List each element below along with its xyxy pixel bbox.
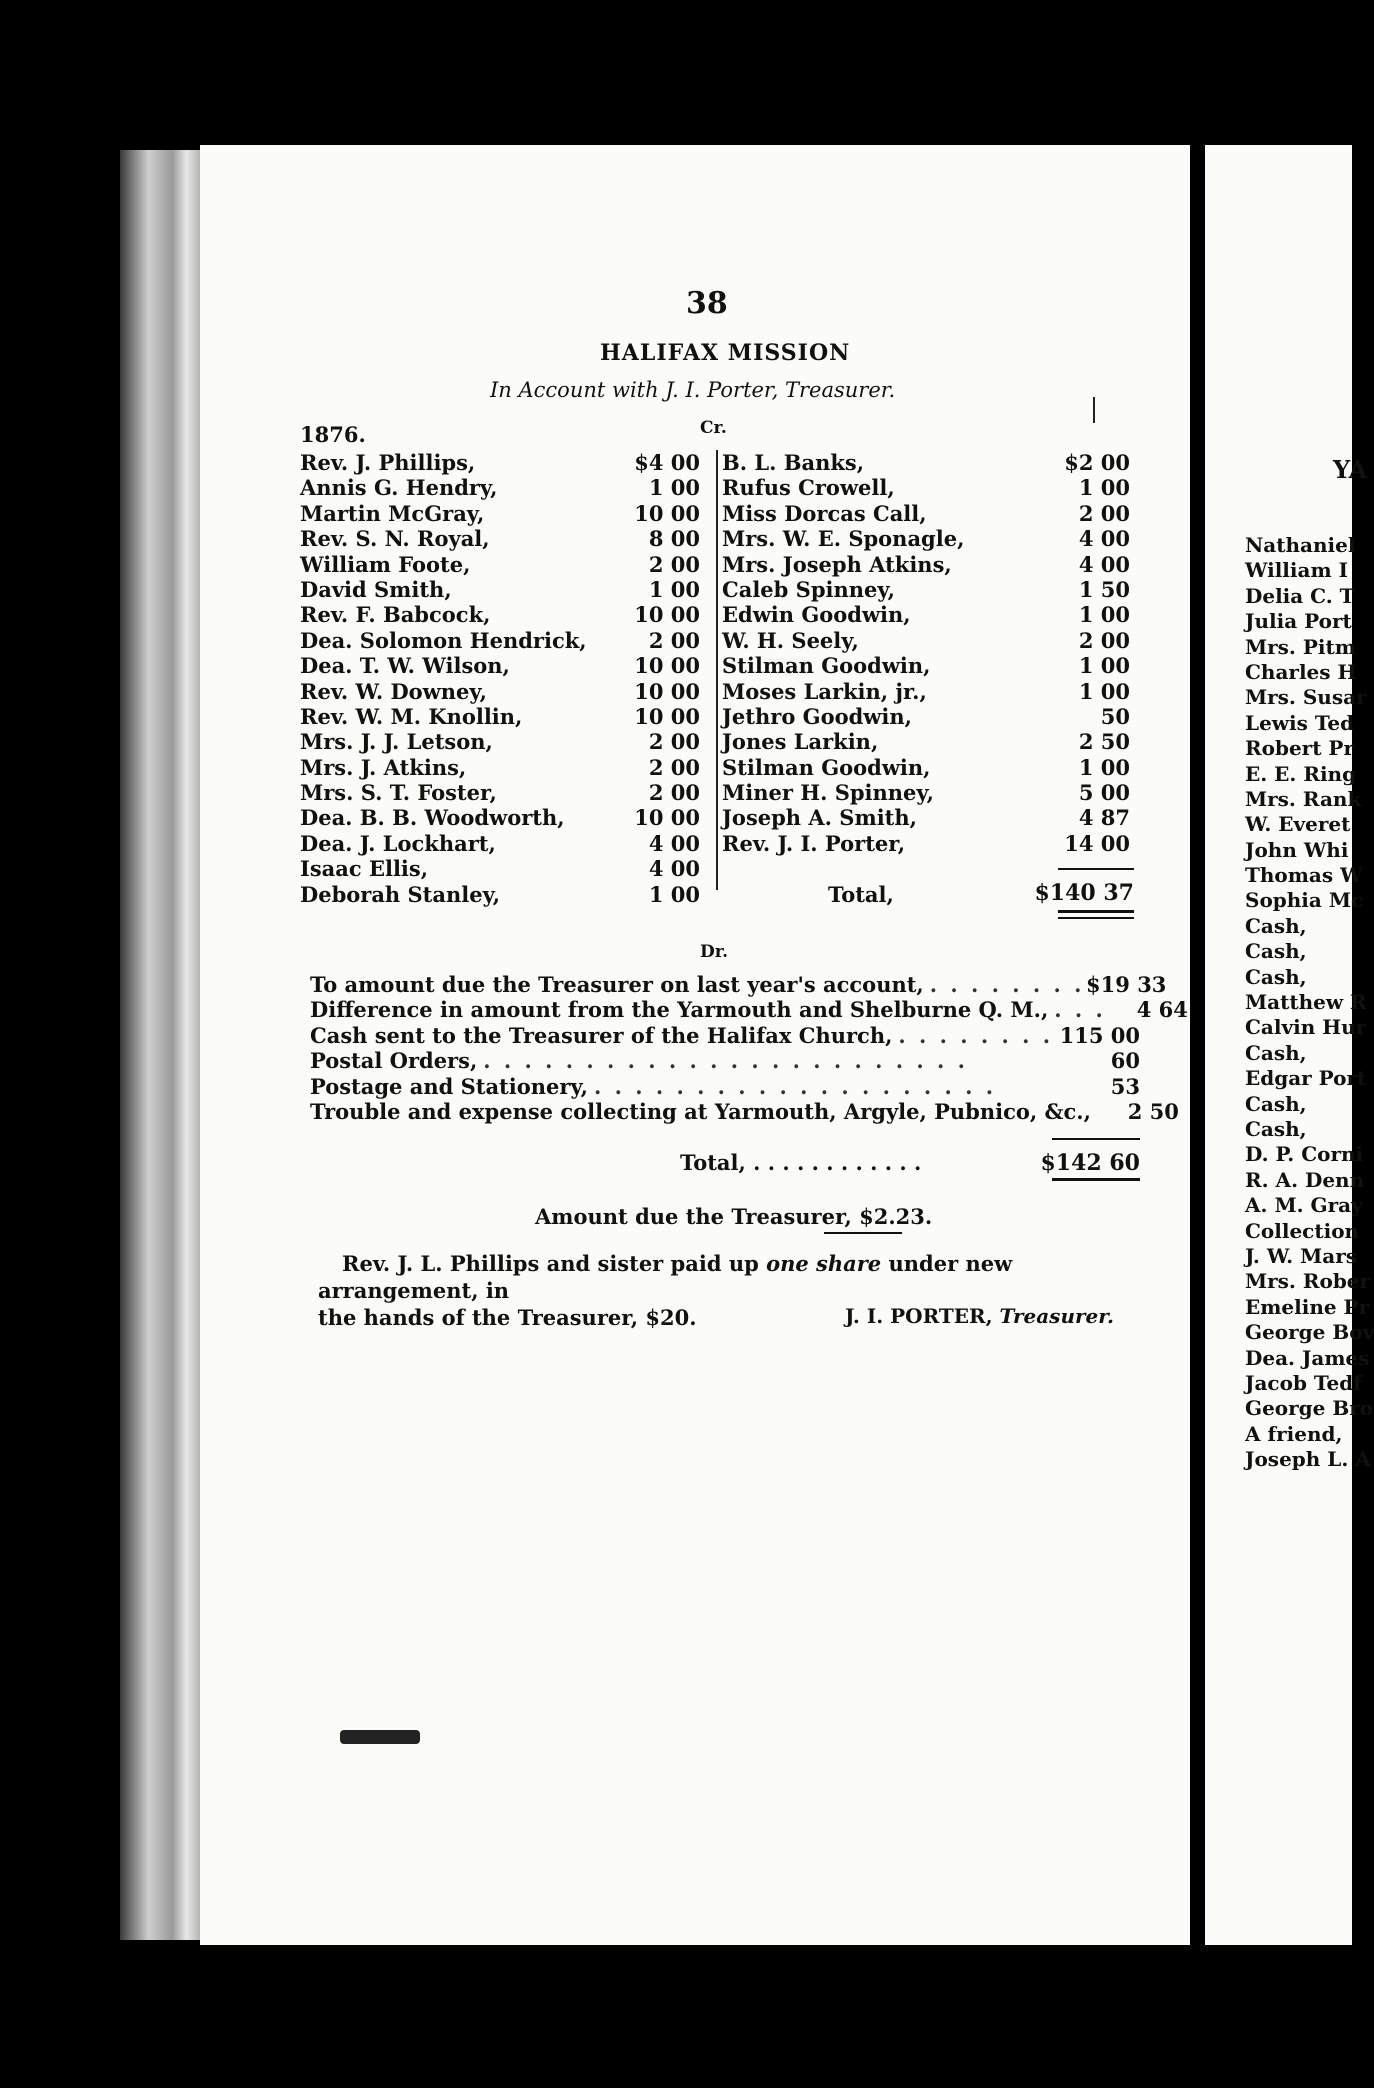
credit-names-left: [300, 450, 587, 907]
debit-label: Trouble and expense collecting at Yarmouth, Argyle, Pubnico, &c.,: [310, 1098, 1091, 1124]
leader-dots: . . .: [1054, 997, 1106, 1023]
leader-dots: . . . . . . . . . . . . . . . . . . . .: [593, 1073, 997, 1099]
donor-name: Moses Larkin, jr.,: [722, 678, 927, 704]
donor-name: Miner H. Spinney,: [722, 780, 934, 806]
margin-mark: [1093, 397, 1095, 423]
right-page-header: YA: [1333, 455, 1368, 484]
debit-amount: 60: [1110, 1048, 1140, 1074]
right-page-name: George Bro: [1245, 1396, 1374, 1421]
amount-due-label: Amount due the Treasurer,: [535, 1204, 852, 1229]
donor-name: Mrs. J. J. Letson,: [300, 729, 493, 755]
total-double-rule-top: [1058, 910, 1134, 913]
right-page-name: Jacob Tedf: [1245, 1370, 1362, 1395]
debit-label: Cash sent to the Treasurer of the Halifax Church,: [310, 1022, 893, 1048]
right-page-name: Thomas W: [1245, 863, 1363, 888]
donation-amount: 1 00: [1078, 653, 1130, 679]
right-page-name: Cash,: [1245, 1091, 1307, 1116]
debit-total-label: Total, . . . . . . . . . . . .: [680, 1150, 922, 1175]
donation-amount: 10 00: [634, 805, 700, 831]
year: 1876.: [300, 422, 366, 447]
donor-name: Dea. Solomon Hendrick,: [300, 627, 587, 653]
donor-name: Jones Larkin,: [722, 729, 879, 755]
donor-name: Rev. W. M. Knollin,: [300, 703, 523, 729]
donation-amount: 1 00: [1078, 475, 1130, 501]
donor-name: David Smith,: [300, 576, 452, 602]
debit-row: [310, 1098, 1179, 1124]
right-page-name: Matthew R: [1245, 990, 1367, 1015]
page-number: 38: [686, 286, 728, 321]
donation-amount: 2 00: [648, 551, 700, 577]
donor-name: Miss Dorcas Call,: [722, 500, 927, 526]
right-page-name: Lewis Ted: [1245, 710, 1355, 735]
debit-amount: 2 50: [1127, 1098, 1179, 1124]
donor-name: Deborah Stanley,: [300, 881, 501, 907]
right-page-name: John Whi: [1245, 837, 1349, 862]
donation-amount: 4 00: [1078, 526, 1130, 552]
right-page-name: W. Everet: [1245, 812, 1351, 837]
amount-due-line: [535, 1204, 932, 1229]
donation-amount: $2 00: [1064, 450, 1130, 475]
donation-amount: 1 00: [1078, 754, 1130, 780]
donor-name: B. L. Banks,: [722, 450, 865, 475]
donor-name: Rev. J. I. Porter,: [722, 830, 906, 856]
subtitle: In Account with J. I. Porter, Treasurer.: [490, 378, 896, 402]
debit-label: Postal Orders,: [310, 1048, 478, 1074]
right-page-name: Mrs. Susar: [1245, 685, 1367, 710]
donation-amount: 2 00: [648, 780, 700, 806]
donation-amount: 5 00: [1078, 780, 1130, 806]
debit-amount: $19 33: [1086, 972, 1167, 997]
donation-amount: 10 00: [634, 602, 700, 628]
right-page-name: Emeline Pr: [1245, 1294, 1370, 1319]
right-page-names: [1245, 533, 1374, 1472]
debit-total: $142 60: [1040, 1150, 1140, 1176]
right-page-name: Edgar Port: [1245, 1066, 1367, 1091]
credit-heading: Cr.: [700, 418, 727, 438]
right-page-name: George Bov: [1245, 1320, 1374, 1345]
donor-name: Mrs. W. E. Sponagle,: [722, 526, 965, 552]
debit-label: Postage and Stationery,: [310, 1073, 588, 1099]
note-line-1: [318, 1250, 1148, 1304]
right-page-name: Cash,: [1245, 939, 1307, 964]
right-page-name: Nathaniel: [1245, 533, 1356, 557]
debit-total-double-rule: [1052, 1178, 1140, 1181]
debit-row: [310, 1023, 1140, 1048]
leader-dots: . . . . . . . . . . . . . . . . . . . . . . . .: [483, 1048, 968, 1074]
donor-name: Mrs. S. T. Foster,: [300, 780, 497, 806]
donor-name: Joseph A. Smith,: [722, 805, 917, 831]
donation-amount: 1 00: [1078, 602, 1130, 628]
donor-name: Rev. W. Downey,: [300, 678, 487, 704]
right-page-name: Charles H: [1245, 659, 1357, 684]
total-double-rule-bottom: [1058, 917, 1134, 919]
amount-due-underline: [824, 1232, 902, 1234]
right-page-name: A. M. Gray: [1245, 1193, 1363, 1218]
right-page-name: R. A. Denn: [1245, 1167, 1365, 1192]
donor-name: Dea. T. W. Wilson,: [300, 653, 510, 679]
donor-name: Rufus Crowell,: [722, 475, 895, 501]
donation-amount: 2 00: [648, 729, 700, 755]
right-page-name: Cash,: [1245, 913, 1307, 938]
donation-amount: 1 00: [648, 881, 700, 907]
credit-amounts-right: [1030, 450, 1130, 856]
donation-amount: 14 00: [1064, 830, 1130, 856]
donor-name: Martin McGray,: [300, 500, 485, 526]
donation-amount: 2 00: [1078, 500, 1130, 526]
note-line-2: the hands of the Treasurer, $20.: [318, 1305, 697, 1330]
right-page-name: Cash,: [1245, 1116, 1307, 1141]
debit-amount: 115 00: [1059, 1022, 1140, 1048]
donor-name: Edwin Goodwin,: [722, 602, 911, 628]
donor-name: Mrs. Joseph Atkins,: [722, 551, 952, 577]
note-text-post: under new arrangement, in: [318, 1251, 1013, 1303]
donation-amount: 1 00: [1078, 678, 1130, 704]
donation-amount: 10 00: [634, 703, 700, 729]
donation-amount: 2 50: [1078, 729, 1130, 755]
donation-amount: 2 00: [648, 627, 700, 653]
donation-amount: 4 00: [648, 856, 700, 882]
signature-name: J. I. PORTER,: [845, 1304, 993, 1328]
note-text-pre: Rev. J. L. Phillips and sister paid up: [342, 1251, 759, 1276]
page-title: HALIFAX MISSION: [600, 340, 851, 366]
right-page-name: Robert Pr: [1245, 736, 1354, 761]
donor-name: Caleb Spinney,: [722, 576, 895, 602]
right-page-name: Mrs. Rank: [1245, 786, 1362, 811]
debit-row: [310, 997, 1188, 1023]
debit-label: Difference in amount from the Yarmouth and Shelburne Q. M.,: [310, 997, 1049, 1023]
note-text-emphasis: one share: [766, 1251, 882, 1276]
credit-total-label: Total,: [828, 882, 894, 907]
column-divider: [716, 450, 718, 890]
right-page-name: Dea. James: [1245, 1345, 1370, 1370]
donation-amount: 10 00: [634, 500, 700, 526]
right-page-name: Collection: [1245, 1218, 1360, 1243]
donor-name: Dea. B. B. Woodworth,: [300, 805, 565, 831]
right-page-name: Cash,: [1245, 1040, 1307, 1065]
donor-name: Stilman Goodwin,: [722, 653, 931, 679]
donation-amount: 2 00: [648, 754, 700, 780]
donation-amount: 10 00: [634, 678, 700, 704]
donor-name: Dea. J. Lockhart,: [300, 830, 496, 856]
right-page-name: J. W. Mars: [1245, 1243, 1358, 1268]
debit-row: [310, 1074, 1140, 1099]
signature-title: Treasurer.: [999, 1304, 1114, 1328]
donation-amount: 1 00: [648, 576, 700, 602]
credit-names-right: [722, 450, 964, 856]
donor-name: Rev. F. Babcock,: [300, 602, 491, 628]
right-page-name: Cash,: [1245, 964, 1307, 989]
donation-amount: 4 00: [1078, 551, 1130, 577]
donation-amount: 10 00: [634, 653, 700, 679]
donation-amount: 2 00: [1078, 627, 1130, 653]
leader-dots: . . . . . . . .: [898, 1022, 1054, 1048]
right-page-name: D. P. Corni: [1245, 1142, 1364, 1167]
donor-name: Rev. J. Phillips,: [300, 450, 476, 475]
debit-heading: Dr.: [700, 942, 729, 962]
total-rule: [1058, 868, 1134, 870]
amount-due-value: $2.23.: [859, 1204, 933, 1229]
credit-amounts-left: [600, 450, 700, 907]
credit-total: $140 37: [1034, 880, 1134, 906]
debit-entries: [310, 972, 1188, 1124]
donation-amount: 50: [1100, 703, 1130, 729]
right-page-name: E. E. Ring: [1245, 761, 1357, 786]
donor-name: William Foote,: [300, 551, 471, 577]
donor-name: Jethro Goodwin,: [722, 703, 912, 729]
debit-row: [310, 972, 1167, 997]
right-page-name: Sophia Mc: [1245, 888, 1364, 913]
leader-dots: . . . . . . . .: [929, 972, 1085, 997]
right-page-name: Mrs. Rober: [1245, 1269, 1371, 1294]
ink-smudge: [340, 1730, 420, 1744]
signature: [845, 1304, 1114, 1328]
right-page-name: Mrs. Pitm: [1245, 634, 1356, 659]
donor-name: Rev. S. N. Royal,: [300, 526, 490, 552]
right-page-name: Calvin Hur: [1245, 1015, 1367, 1040]
debit-row: [310, 1048, 1140, 1073]
right-page-name: Joseph L. A: [1245, 1447, 1371, 1472]
donor-name: W. H. Seely,: [722, 627, 859, 653]
donation-amount: $4 00: [634, 450, 700, 475]
donation-amount: 1 50: [1078, 576, 1130, 602]
right-page-name: A friend,: [1245, 1421, 1343, 1446]
donation-amount: 4 00: [648, 830, 700, 856]
donation-amount: 4 87: [1078, 805, 1130, 831]
donor-name: Mrs. J. Atkins,: [300, 754, 467, 780]
right-page: [1205, 145, 1374, 1945]
debit-label: To amount due the Treasurer on last year's account,: [310, 972, 924, 997]
donor-name: Isaac Ellis,: [300, 856, 429, 882]
right-page-name: Julia Port: [1245, 609, 1352, 634]
debit-amount: 4 64: [1136, 997, 1188, 1023]
debit-total-rule: [1052, 1138, 1140, 1140]
donor-name: Annis G. Hendry,: [300, 475, 498, 501]
donation-amount: 1 00: [648, 475, 700, 501]
debit-amount: 53: [1110, 1073, 1140, 1099]
donation-amount: 8 00: [648, 526, 700, 552]
right-page-name: William I: [1245, 558, 1348, 583]
right-page-name: Delia C. T: [1245, 583, 1355, 608]
donor-name: Stilman Goodwin,: [722, 754, 931, 780]
